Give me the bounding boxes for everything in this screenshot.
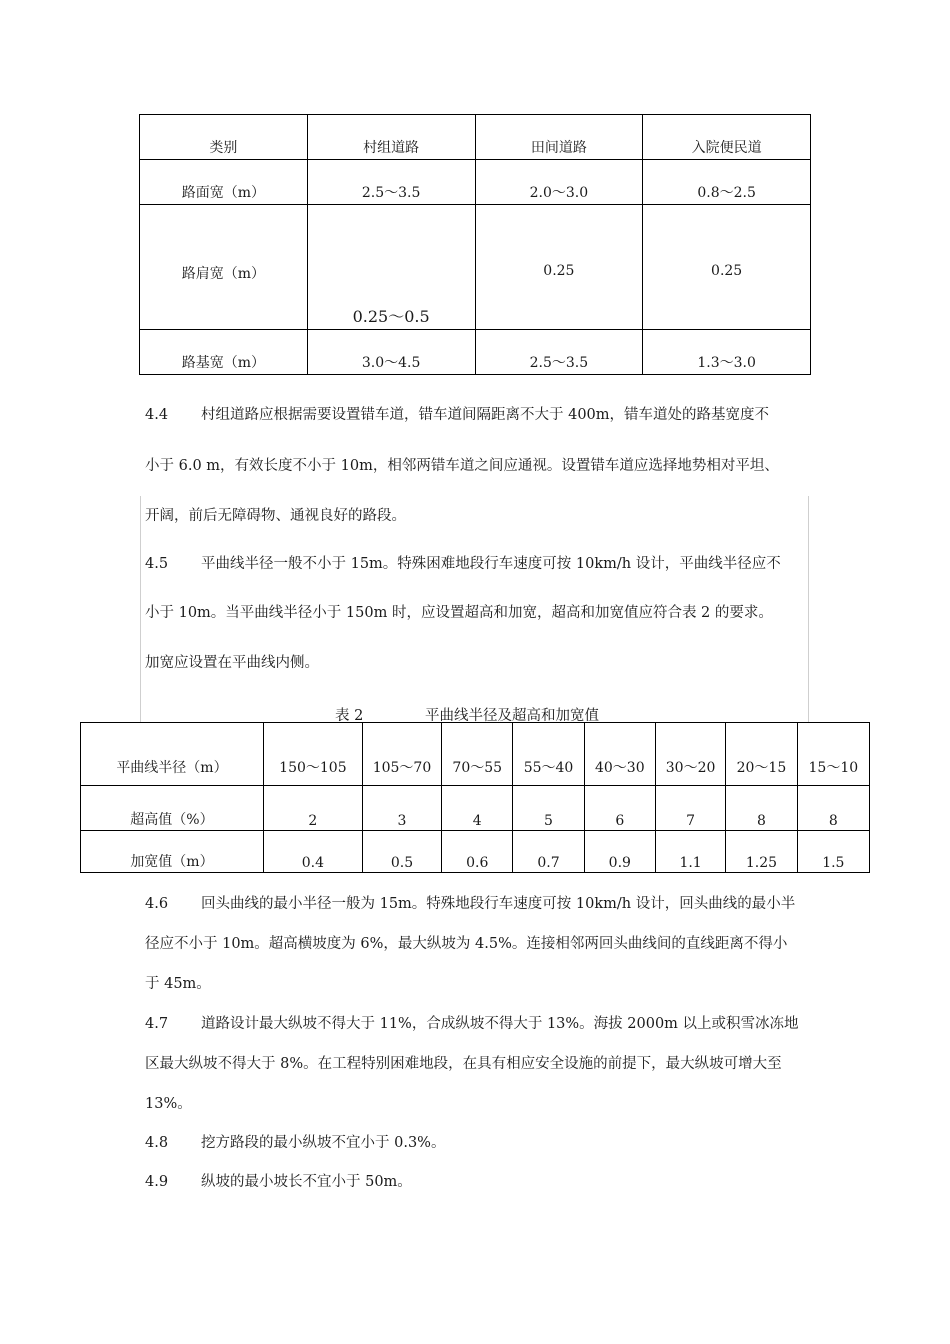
table-cell: 0.5 bbox=[362, 831, 441, 873]
paragraph-text: 道路设计最大纵坡不得大于 11%，合成纵坡不得大于 13%。海拔 2000m 以上或积雪冰冻地 bbox=[201, 1016, 799, 1032]
paragraph-line: 13%。 bbox=[145, 1096, 192, 1112]
row-label bbox=[140, 330, 308, 375]
cell-text: 3.0～4.5 bbox=[361, 355, 421, 371]
table-cell: 6 bbox=[584, 786, 655, 831]
cell-text: 2.5～3.5 bbox=[361, 185, 421, 201]
curve-radius-table bbox=[80, 722, 870, 873]
section-number: 4.6 bbox=[145, 896, 169, 912]
table-cell: 15～10 bbox=[797, 723, 869, 786]
frame-line bbox=[140, 496, 141, 722]
cell-text: 2.5～3.5 bbox=[529, 355, 589, 371]
paragraph-line: 小于 6.0 m，有效长度不小于 10m，相邻两错车道之间应通视。设置错车道应选择地势相对平坦、 bbox=[145, 458, 779, 474]
table-cell: 105～70 bbox=[362, 723, 441, 786]
table-cell: 150～105 bbox=[263, 723, 362, 786]
table-caption-title: 平曲线半径及超高和加宽值 bbox=[425, 708, 599, 724]
cell-text: 0.25 bbox=[711, 263, 743, 279]
paragraph-text: 回头曲线的最小半径一般为 15m。特殊地段行车速度可按 10km/h 设计，回头曲线的最小半 bbox=[201, 896, 796, 912]
row-label bbox=[140, 160, 308, 205]
paragraph-line: 小于 10m。当平曲线半径小于 150m 时，应设置超高和加宽，超高和加宽值应符合表 2 的要求。 bbox=[145, 605, 773, 621]
table-cell: 0.6 bbox=[442, 831, 513, 873]
section-number: 4.9 bbox=[145, 1174, 169, 1190]
table-cell: 0.4 bbox=[263, 831, 362, 873]
table-cell: 40～30 bbox=[584, 723, 655, 786]
table-cell bbox=[643, 330, 811, 375]
table-cell bbox=[475, 205, 643, 330]
table-cell bbox=[307, 160, 475, 205]
table-cell: 20～15 bbox=[726, 723, 797, 786]
table-header-cell bbox=[307, 115, 475, 160]
paragraph-4-7 bbox=[145, 1014, 799, 1034]
cell-text: 0.25～0.5 bbox=[352, 307, 430, 326]
table-cell: 8 bbox=[797, 786, 869, 831]
table-cell: 1.5 bbox=[797, 831, 869, 873]
paragraph-line: 加宽应设置在平曲线内侧。 bbox=[145, 655, 319, 671]
paragraph-4-9 bbox=[145, 1172, 412, 1192]
row-label-text: 路肩宽（m） bbox=[181, 266, 266, 282]
table-caption-label: 表 2 bbox=[335, 708, 364, 724]
road-width-table bbox=[139, 114, 811, 375]
section-number: 4.4 bbox=[145, 407, 169, 423]
section-number: 4.7 bbox=[145, 1016, 169, 1032]
table-cell: 5 bbox=[513, 786, 584, 831]
table-header-cell bbox=[475, 115, 643, 160]
table-cell: 1.1 bbox=[655, 831, 725, 873]
row-label: 超高值（%） bbox=[81, 786, 264, 831]
cell-text: 0.25 bbox=[543, 263, 575, 279]
table-cell bbox=[307, 330, 475, 375]
header-text: 入院便民道 bbox=[691, 140, 762, 156]
table-header-cell bbox=[140, 115, 308, 160]
paragraph-4-6 bbox=[145, 894, 795, 914]
row-label: 平曲线半径（m） bbox=[81, 723, 264, 786]
header-text: 村组道路 bbox=[363, 140, 420, 156]
table-cell: 0.9 bbox=[584, 831, 655, 873]
frame-line bbox=[808, 496, 809, 722]
table-cell bbox=[307, 205, 475, 330]
paragraph-text: 挖方路段的最小纵坡不宜小于 0.3%。 bbox=[201, 1135, 446, 1151]
table-cell: 1.25 bbox=[726, 831, 797, 873]
table-cell: 2 bbox=[263, 786, 362, 831]
table-cell: 30～20 bbox=[655, 723, 725, 786]
paragraph-line: 区最大纵坡不得大于 8%。在工程特别困难地段，在具有相应安全设施的前提下，最大纵坡可增大至 bbox=[145, 1056, 782, 1072]
table-cell: 8 bbox=[726, 786, 797, 831]
section-number: 4.8 bbox=[145, 1135, 169, 1151]
paragraph-4-8 bbox=[145, 1133, 445, 1153]
paragraph-line: 开阔，前后无障碍物、通视良好的路段。 bbox=[145, 508, 406, 524]
table-cell bbox=[643, 205, 811, 330]
header-text: 类别 bbox=[209, 140, 238, 156]
row-label-text: 路基宽（m） bbox=[181, 355, 266, 371]
paragraph-text: 村组道路应根据需要设置错车道，错车道间隔距离不大于 400m，错车道处的路基宽度不 bbox=[201, 407, 770, 423]
paragraph-line: 于 45m。 bbox=[145, 976, 211, 992]
paragraph-line: 径应不小于 10m。超高横坡度为 6%，最大纵坡为 4.5%。连接相邻两回头曲线间的直线距离不得小 bbox=[145, 936, 788, 952]
row-label: 加宽值（m） bbox=[81, 831, 264, 873]
table-cell: 3 bbox=[362, 786, 441, 831]
table-cell: 0.7 bbox=[513, 831, 584, 873]
table-cell bbox=[475, 330, 643, 375]
table-cell: 55～40 bbox=[513, 723, 584, 786]
table-cell bbox=[643, 160, 811, 205]
cell-text: 0.8～2.5 bbox=[697, 185, 756, 201]
paragraph-text: 平曲线半径一般不小于 15m。特殊困难地段行车速度可按 10km/h 设计，平曲线半径应不 bbox=[201, 556, 781, 572]
header-text: 田间道路 bbox=[530, 140, 587, 156]
cell-text: 1.3～3.0 bbox=[697, 355, 756, 371]
table-cell: 7 bbox=[655, 786, 725, 831]
table-cell: 4 bbox=[442, 786, 513, 831]
row-label bbox=[140, 205, 308, 330]
paragraph-4-4 bbox=[145, 405, 769, 425]
row-label-text: 路面宽（m） bbox=[181, 185, 266, 201]
cell-text: 2.0～3.0 bbox=[529, 185, 589, 201]
paragraph-4-5 bbox=[145, 554, 781, 574]
paragraph-text: 纵坡的最小坡长不宜小于 50m。 bbox=[201, 1174, 412, 1190]
table-header-cell bbox=[643, 115, 811, 160]
table-cell: 70～55 bbox=[442, 723, 513, 786]
table-cell bbox=[475, 160, 643, 205]
section-number: 4.5 bbox=[145, 556, 169, 572]
